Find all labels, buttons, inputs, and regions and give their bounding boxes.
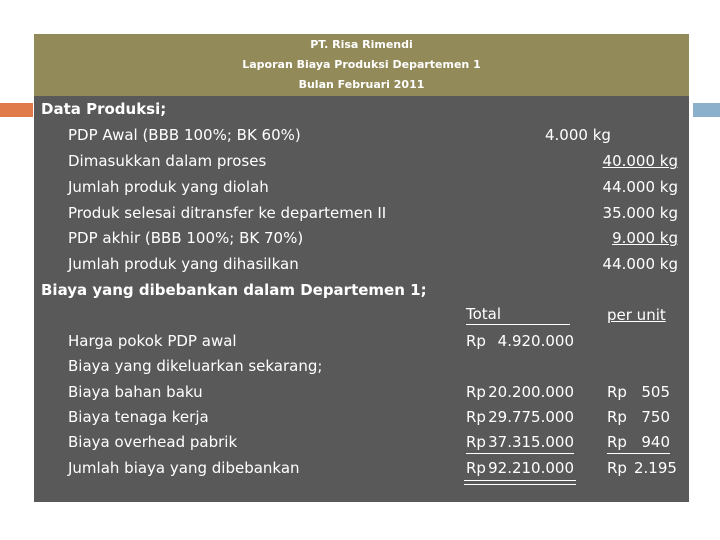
cost-row — [34, 406, 689, 428]
total-value: 4.920.000 — [497, 332, 574, 350]
row-label: Biaya tenaga kerja — [68, 408, 209, 426]
column-header-per-unit: per unit — [607, 306, 666, 324]
row-label: Biaya bahan baku — [68, 383, 203, 401]
row-label: Produk selesai ditransfer ke departemen II — [68, 204, 387, 222]
row-label: PDP akhir (BBB 100%; BK 70%) — [68, 229, 304, 247]
currency-label: Rp — [607, 383, 627, 401]
production-row — [34, 227, 689, 249]
per-unit-value: 2.195 — [634, 459, 677, 477]
row-label: Jumlah biaya yang dibebankan — [68, 459, 300, 477]
section-heading-row — [34, 279, 689, 301]
report-period: Bulan Februari 2011 — [298, 78, 425, 91]
currency-label: Rp — [466, 383, 486, 401]
double-underline — [464, 480, 576, 485]
row-label: Jumlah produk yang dihasilkan — [68, 255, 299, 273]
currency-label: Rp — [466, 459, 486, 477]
row-label: Harga pokok PDP awal — [68, 332, 237, 350]
cost-total-row — [34, 457, 689, 479]
currency-label: Rp — [466, 431, 574, 454]
report-title: Laporan Biaya Produksi Departemen 1 — [242, 58, 481, 71]
column-header-total: Total — [466, 304, 570, 325]
cost-row — [34, 330, 689, 352]
per-unit-value: 940 — [641, 433, 670, 451]
column-header-row — [34, 304, 689, 326]
accent-bar-right — [693, 103, 720, 117]
row-value: 35.000 kg — [602, 204, 678, 222]
production-row — [34, 202, 689, 224]
total-value: 29.775.000 — [488, 408, 574, 426]
report-body — [34, 96, 689, 502]
per-unit-value: 505 — [641, 383, 670, 401]
production-row — [34, 124, 689, 146]
row-value: 44.000 kg — [602, 255, 678, 273]
currency-label: Rp — [607, 408, 627, 426]
total-value: 92.210.000 — [488, 459, 574, 477]
total-value: 37.315.000 — [488, 433, 574, 451]
row-label: Biaya overhead pabrik — [68, 433, 238, 451]
accent-bar-left — [0, 103, 33, 117]
currency-label: Rp — [466, 408, 486, 426]
cost-row — [34, 381, 689, 403]
currency-label: Rp — [607, 459, 627, 477]
row-value: 4.000 kg — [545, 126, 611, 144]
cost-row — [34, 355, 689, 377]
total-value: 20.200.000 — [488, 383, 574, 401]
per-unit-value: 750 — [641, 408, 670, 426]
section-heading: Data Produksi; — [41, 100, 167, 118]
production-row — [34, 150, 689, 172]
row-label: PDP Awal (BBB 100%; BK 60%) — [68, 126, 301, 144]
row-label: Biaya yang dikeluarkan sekarang; — [68, 357, 323, 375]
row-value: 40.000 kg — [602, 152, 678, 170]
row-label: Jumlah produk yang diolah — [68, 178, 269, 196]
row-label: Dimasukkan dalam proses — [68, 152, 267, 170]
report-header — [34, 34, 689, 96]
production-row — [34, 176, 689, 198]
currency-label: Rp — [607, 431, 670, 454]
currency-label: Rp — [466, 332, 486, 350]
row-value: 44.000 kg — [602, 178, 678, 196]
cost-row — [34, 431, 689, 453]
row-value: 9.000 kg — [612, 229, 678, 247]
section-heading-row — [34, 98, 689, 120]
production-row — [34, 253, 689, 275]
section-heading: Biaya yang dibebankan dalam Departemen 1; — [41, 281, 427, 299]
company-name: PT. Risa Rimendi — [310, 38, 413, 51]
